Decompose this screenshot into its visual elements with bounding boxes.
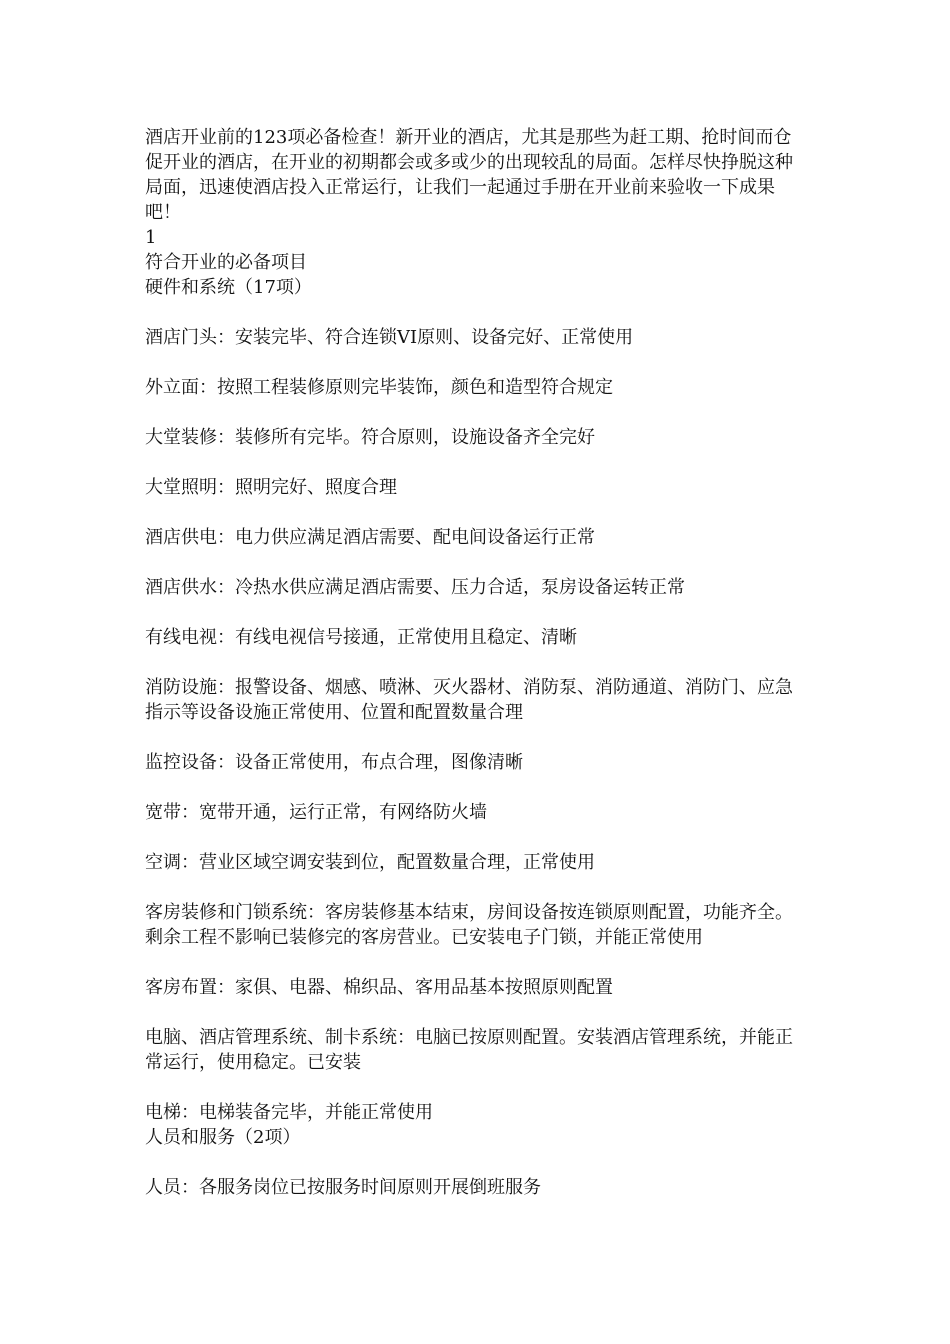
group-heading-hardware: 硬件和系统（17项） (145, 277, 312, 298)
list-item: 宽带：宽带开通，运行正常，有网络防火墙 (145, 802, 487, 823)
list-item: 消防设施：报警设备、烟感、喷淋、灭火器材、消防泵、消防通道、消防门、应急指示等设备设施正常使用、位置和配置数量合理 (145, 677, 793, 723)
document-page (145, 125, 805, 1200)
intro-paragraph: 酒店开业前的123项必备检查！新开业的酒店，尤其是那些为赶工期、抢时间而仓促开业的酒店，在开业的初期都会或多或少的出现较乱的局面。怎样尽快挣脱这种局面，迅速使酒店投入正常运行，让我们一起通过手册在开业前来验收一下成果吧！ (145, 127, 793, 223)
list-item: 电梯：电梯装备完毕，并能正常使用 (145, 1102, 433, 1123)
list-item: 人员：各服务岗位已按服务时间原则开展倒班服务 (145, 1177, 541, 1198)
list-item: 外立面：按照工程装修原则完毕装饰，颜色和造型符合规定 (145, 377, 613, 398)
list-item: 酒店门头：安装完毕、符合连锁VI原则、设备完好、正常使用 (145, 327, 634, 348)
list-item: 大堂照明：照明完好、照度合理 (145, 477, 397, 498)
list-item: 电脑、酒店管理系统、制卡系统：电脑已按原则配置。安装酒店管理系统，并能正常运行，使用稳定。已安装 (145, 1027, 793, 1073)
section-title: 符合开业的必备项目 (145, 252, 307, 273)
list-item: 有线电视：有线电视信号接通，正常使用且稳定、清晰 (145, 627, 577, 648)
list-item: 客房布置：家俱、电器、棉织品、客用品基本按照原则配置 (145, 977, 613, 998)
list-item: 酒店供水：冷热水供应满足酒店需要、压力合适，泵房设备运转正常 (145, 577, 685, 598)
list-item: 监控设备：设备正常使用，布点合理，图像清晰 (145, 752, 523, 773)
section-number: 1 (145, 227, 157, 248)
list-item: 酒店供电：电力供应满足酒店需要、配电间设备运行正常 (145, 527, 595, 548)
list-item: 客房装修和门锁系统：客房装修基本结束，房间设备按连锁原则配置，功能齐全。剩余工程不影响已装修完的客房营业。已安装电子门锁，并能正常使用 (145, 902, 793, 948)
list-item: 空调：营业区域空调安装到位，配置数量合理，正常使用 (145, 852, 595, 873)
list-item: 大堂装修：装修所有完毕。符合原则，设施设备齐全完好 (145, 427, 595, 448)
group-heading-staff: 人员和服务（2项） (145, 1127, 301, 1148)
